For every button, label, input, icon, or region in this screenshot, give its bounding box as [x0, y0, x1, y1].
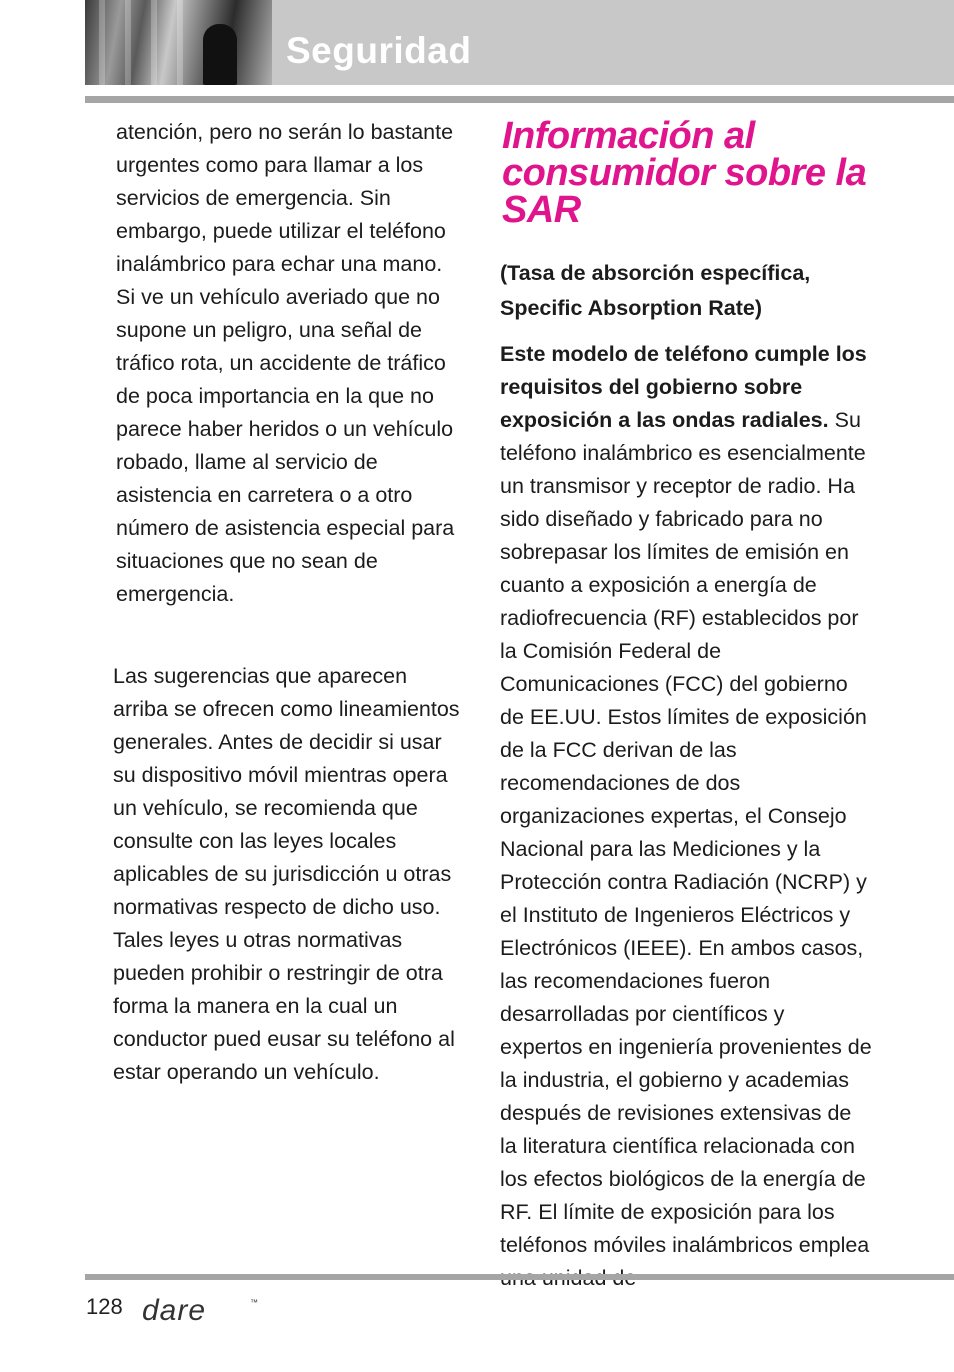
- dare-logo-text: dare: [142, 1296, 207, 1324]
- right-column: [500, 256, 872, 1295]
- header-photo: [85, 0, 272, 85]
- sar-body-paragraph: [500, 338, 872, 1295]
- footer-divider: [85, 1274, 954, 1280]
- paragraph-roadside-assistance: Si ve un vehículo averiado que no supone un peligro, una señal de tráfico rota, un accidente de tráfico de poca importancia en la que no parece haber heridos o un vehículo robado, llame al servicio de asistencia en carretera o a otro número de asistencia especial para situaciones que no sean de emergencia.: [116, 285, 455, 606]
- sar-body-text: Su teléfono inalámbrico es esencialmente un transmisor y receptor de radio. Ha sido diseñado y fabricado para no sobrepasar los límites de emisión en cuanto a exposición a energía de radiofrecuencia (RF) establecidos por la Comisión Federal de Comunicaciones (FCC) del gobierno de EE.UU. Estos límites de exposición de la FCC derivan de las recomendaciones de dos organizaciones expertas, el Consejo Nacional para las Mediciones y la Protección contra Radiación (NCRP) y el Instituto de Ingenieros Eléctricos y Electrónicos (IEEE). En ambos casos, las recomendaciones fueron desarrolladas por científicos y expertos en ingeniería provenientes de la industria, el gobierno y academias después de revisiones extensivas de la literatura científica relacionada con los efectos biológicos de la energía de RF. El límite de exposición para los teléfonos móviles inalámbricos emplea: [500, 408, 872, 1257]
- header-divider: [85, 96, 954, 103]
- page-title: Seguridad: [286, 30, 472, 71]
- trademark-symbol: ™: [250, 1298, 258, 1307]
- left-column-top: [116, 116, 461, 611]
- left-column-bottom: [113, 660, 461, 1089]
- sar-subtitle: (Tasa de absorción específica, Specific Absorption Rate): [500, 261, 811, 320]
- section-title-sar: Información al consumidor sobre la SAR: [502, 115, 867, 231]
- dare-logo: [140, 1296, 260, 1324]
- paragraph-local-laws: Las sugerencias que aparecen arriba se ofrecen como lineamientos generales. Antes de decidir si usar su dispositivo móvil mientras opera un vehículo, se recomienda que consulte con las leyes locales aplicables de su jurisdicción u otras normativas respecto de dicho uso. Tales leyes u otras normativas pueden prohibir o restringir de otra forma la manera en la cual un conductor pued eusar su teléfono al estar operando un vehículo.: [113, 664, 460, 1084]
- sar-bold-lead: Este modelo de teléfono cumple los requisitos del gobierno sobre exposición a las ondas radiales.: [500, 342, 867, 432]
- person-silhouette: [203, 24, 237, 85]
- page-number: 128: [86, 1294, 123, 1319]
- paragraph-emergency-help: atención, pero no serán lo bastante urgentes como para llamar a los servicios de emergencia. Sin embargo, puede utilizar el teléfono inalámbrico para echar una mano.: [116, 120, 454, 276]
